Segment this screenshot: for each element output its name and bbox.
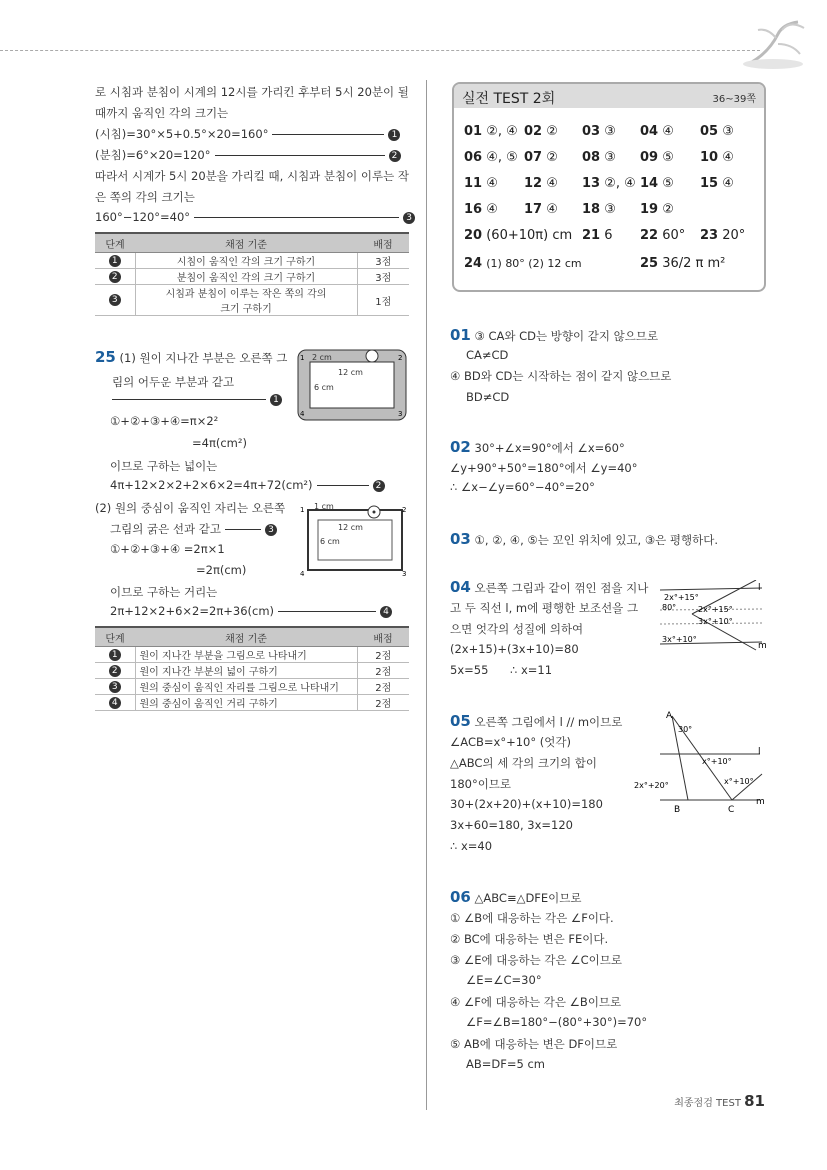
answer-value: ⑤	[662, 150, 674, 165]
q25-figure-center-path	[298, 500, 410, 580]
answer-number: 25	[640, 256, 659, 271]
answer-number: 03	[582, 124, 601, 139]
step-mark: 4	[109, 697, 121, 709]
leader	[278, 611, 376, 612]
sol-06-line7: ∠F=∠B=180°−(80°+30°)=70°	[466, 1015, 648, 1029]
sol-text: 30°+∠x=90°에서 ∠x=60°	[474, 441, 625, 455]
answer-value: ②	[546, 150, 558, 165]
corner-mark: 1	[300, 354, 305, 362]
sol-06-line1	[450, 888, 582, 906]
fig4-angle-e: 3x°+10°	[662, 635, 697, 644]
answer-number: 20	[464, 228, 483, 243]
answer-value: ③	[604, 150, 616, 165]
answer-number: 15	[700, 176, 719, 191]
sol-06-line3: ② BC에 대응하는 변은 FE이다.	[450, 932, 609, 946]
answer-value: 60°	[662, 228, 686, 243]
question-number: 04	[450, 578, 471, 596]
score-cell: 2점	[357, 679, 409, 695]
answer-value: ④	[486, 202, 498, 217]
sol-text: 오른쪽 그림과 같이 꺾인 점을 지나	[474, 581, 649, 595]
table-header: 단계	[95, 627, 135, 647]
q25-text: (1) 원이 지나간 부분은 오른쪽 그	[119, 351, 288, 365]
sol-text: ①, ②, ④, ⑤는 꼬인 위치에 있고, ③은 평행하다.	[474, 533, 719, 547]
sol-04-figure	[656, 580, 768, 652]
fig5-label-B: B	[674, 805, 681, 815]
answer-value: (60+10π) cm	[486, 228, 573, 243]
step-mark: 3	[403, 212, 415, 224]
answer-item	[582, 202, 616, 217]
footer-label: 최종점검 TEST	[674, 1098, 741, 1109]
scoring-table-1	[95, 232, 409, 316]
answer-item	[640, 176, 674, 191]
answer-item	[700, 124, 734, 139]
sol-02-line1	[450, 438, 625, 456]
fig5-angle-d: x°+10°	[724, 777, 754, 786]
q25-eq4	[110, 478, 385, 492]
corner-mark: 3	[398, 410, 403, 418]
answer-value: ④	[722, 176, 734, 191]
q25-eq3: 이므로 구하는 넓이는	[110, 459, 218, 473]
answer-number: 12	[524, 176, 543, 191]
answer-item	[640, 124, 674, 139]
answer-item	[640, 202, 674, 217]
answer-value: 6	[604, 228, 613, 243]
fig2-label-1cm: 1 cm	[314, 502, 334, 511]
question-number: 25	[95, 348, 116, 366]
answer-item	[524, 124, 558, 139]
answer-number: 11	[464, 176, 483, 191]
sol-06-line4: ③ ∠E에 대응하는 각은 ∠C이므로	[450, 953, 622, 967]
score-cell: 2점	[357, 663, 409, 679]
sol-04-line2: 고 두 직선 l, m에 평행한 보조선을 그	[450, 601, 639, 615]
sol-06-line8: ⑤ AB에 대응하는 변은 DF이므로	[450, 1037, 618, 1051]
table-row	[95, 663, 409, 679]
sol-01-line1	[450, 326, 658, 344]
scoring-table-2	[95, 626, 409, 711]
answer-item	[524, 150, 558, 165]
fig2-label-12cm: 12 cm	[338, 523, 363, 532]
sol-04-line6: ∴ x=11	[510, 663, 553, 677]
table-header: 채점 기준	[135, 627, 357, 647]
step-mark: 1	[109, 649, 121, 661]
fig5-label-C: C	[728, 805, 735, 815]
answer-value: ③	[604, 202, 616, 217]
question-number: 06	[450, 888, 471, 906]
answer-value: ④	[546, 176, 558, 191]
answer-key-pages: 36~39쪽	[712, 94, 756, 105]
sol-06-line5: ∠E=∠C=30°	[466, 973, 542, 987]
answer-key-title: 실전 TEST 2회	[462, 91, 556, 107]
sol-03-line1	[450, 530, 718, 548]
top-dashed-rule	[0, 50, 760, 51]
page-number: 81	[744, 1092, 765, 1110]
answer-number: 24	[464, 256, 483, 271]
answer-number: 07	[524, 150, 543, 165]
sol-text: ③ CA와 CD는 방향이 같지 않으므로	[474, 329, 659, 343]
answer-number: 02	[524, 124, 543, 139]
leader	[215, 155, 385, 156]
step-mark: 1	[109, 255, 121, 267]
criteria-cell: 시침과 분침이 이루는 작은 쪽의 각의 크기 구하기	[135, 285, 357, 316]
criteria-cell: 원이 지나간 부분의 넓이 구하기	[135, 663, 357, 679]
answer-item	[464, 150, 518, 165]
fig4-angle-c: 2x°+15°	[698, 605, 733, 614]
score-cell: 1점	[357, 285, 409, 316]
fig1-label-6cm: 6 cm	[314, 383, 334, 392]
leader	[112, 399, 266, 400]
q25-leader-1	[112, 392, 282, 406]
corner-mark: 4	[300, 410, 305, 418]
answer-value: 36/2 π m²	[662, 256, 726, 271]
answer-number: 23	[700, 228, 719, 243]
step-mark: 2	[109, 665, 121, 677]
answer-item	[582, 176, 636, 191]
sol-04-line1	[450, 578, 648, 596]
answer-item	[582, 124, 616, 139]
q25-eq1: ①+②+③+④=π×2²	[110, 414, 219, 428]
step-mark: 3	[109, 294, 121, 306]
score-cell: 3점	[357, 269, 409, 285]
sol-01-line3: ④ BD와 CD는 시작하는 점이 같지 않으므로	[450, 369, 672, 383]
answer-number: 18	[582, 202, 601, 217]
intro-line-3: 따라서 시계가 5시 20분을 가리킬 때, 시침과 분침이 이루는 작	[95, 169, 410, 183]
fig1-label-12cm: 12 cm	[338, 368, 363, 377]
answer-value: ④	[662, 124, 674, 139]
answer-number: 21	[582, 228, 601, 243]
fig5-angle-a: 30°	[678, 725, 693, 734]
answer-item	[582, 228, 613, 243]
fig5-angle-b: x°+10°	[702, 757, 732, 766]
answer-number: 06	[464, 150, 483, 165]
fig4-angle-a: 2x°+15°	[664, 593, 699, 602]
question-number: 01	[450, 326, 471, 344]
sol-05-line3: △ABC의 세 각의 크기의 합이	[450, 756, 598, 770]
angle-equation	[95, 210, 415, 224]
answer-item	[700, 176, 734, 191]
minute-eq-text: (분침)=6°×20=120°	[95, 148, 211, 162]
score-cell: 3점	[357, 253, 409, 269]
sol-06-line6: ④ ∠F에 대응하는 각은 ∠B이므로	[450, 995, 622, 1009]
answer-value: ③	[604, 124, 616, 139]
answer-item	[524, 202, 558, 217]
leader	[194, 217, 399, 218]
answer-value: ④	[722, 150, 734, 165]
answer-key-header	[454, 84, 764, 108]
fig4-label-m: m	[758, 641, 767, 651]
q25-text: 그림의 굵은 선과 같고	[110, 522, 221, 536]
q25-figure-shaded-path	[294, 346, 410, 424]
answer-number: 04	[640, 124, 659, 139]
answer-value: ⑤	[662, 176, 674, 191]
score-cell: 2점	[357, 695, 409, 711]
fig5-label-m: m	[756, 797, 765, 807]
answer-value: ④	[486, 176, 498, 191]
answer-item	[464, 228, 572, 243]
sol-04-line5: 5x=55	[450, 663, 489, 677]
q25-eq8	[110, 604, 392, 618]
sol-05-line4: 180°이므로	[450, 777, 512, 791]
answer-number: 08	[582, 150, 601, 165]
step-mark: 2	[109, 271, 121, 283]
leader	[225, 529, 261, 530]
step-mark: 2	[373, 480, 385, 492]
sol-04-line4: (2x+15)+(3x+10)=80	[450, 642, 579, 656]
minute-equation	[95, 147, 415, 163]
step-mark: 4	[380, 606, 392, 618]
corner-mark: 4	[300, 570, 305, 578]
step-mark: 1	[270, 394, 282, 406]
answer-value: ④	[546, 202, 558, 217]
leader	[317, 485, 369, 486]
fig4-angle-d: 3x°+10°	[698, 617, 733, 626]
answer-item	[700, 228, 745, 243]
q25-eq2: =4π(cm²)	[192, 436, 247, 450]
table-row	[95, 679, 409, 695]
intro-line-4: 은 쪽의 각의 크기는	[95, 190, 195, 204]
table-header: 배점	[357, 627, 409, 647]
page-footer	[674, 1092, 765, 1110]
hour-eq-text: (시침)=30°×5+0.5°×20=160°	[95, 127, 269, 141]
corner-mark: 2	[402, 506, 407, 514]
sol-text: △ABC≡△DFE이므로	[474, 891, 582, 905]
answer-item	[640, 256, 725, 271]
answer-key-box	[452, 82, 766, 292]
question-number: 03	[450, 530, 471, 548]
fig5-angle-c: 2x°+20°	[634, 781, 669, 790]
answer-value: ②, ④	[486, 124, 518, 139]
answer-number: 14	[640, 176, 659, 191]
fig5-label-A: A	[666, 711, 673, 721]
sol-02-line3: ∴ ∠x−∠y=60°−40°=20°	[450, 480, 595, 494]
sol-05-line2: ∠ACB=x°+10° (엇각)	[450, 735, 571, 749]
criteria-cell: 분침이 움직인 각의 크기 구하기	[135, 269, 357, 285]
q25-eq7: 이므로 구하는 거리는	[110, 585, 218, 599]
intro-line-2: 때까지 움직인 각의 크기는	[95, 106, 229, 120]
answer-number: 22	[640, 228, 659, 243]
answer-number: 01	[464, 124, 483, 139]
corner-mark: 2	[398, 354, 403, 362]
sol-01-line2: CA≠CD	[466, 348, 509, 362]
answer-item	[464, 256, 582, 271]
q25-part2-line2	[110, 521, 277, 537]
answer-value: ②, ④	[604, 176, 636, 191]
answer-item	[640, 150, 674, 165]
criteria-cell: 시침이 움직인 각의 크기 구하기	[135, 253, 357, 269]
sol-05-line1	[450, 712, 622, 730]
criteria-cell: 원의 중심이 움직인 자리를 그림으로 나타내기	[135, 679, 357, 695]
hour-equation	[95, 126, 415, 142]
criteria-cell: 원이 지나간 부분을 그림으로 나타내기	[135, 647, 357, 663]
answer-item	[524, 176, 558, 191]
table-header: 채점 기준	[135, 233, 357, 253]
table-row	[95, 285, 409, 316]
answer-value: 20°	[722, 228, 746, 243]
sol-06-line2: ① ∠B에 대응하는 각은 ∠F이다.	[450, 911, 614, 925]
answer-number: 13	[582, 176, 601, 191]
answer-number: 17	[524, 202, 543, 217]
table-row	[95, 695, 409, 711]
answer-number: 05	[700, 124, 719, 139]
answer-item	[640, 228, 685, 243]
q25-part2-line1: (2) 원의 중심이 움직인 자리는 오른쪽	[95, 501, 286, 515]
sol-05-line5: 30+(2x+20)+(x+10)=180	[450, 797, 603, 811]
sol-05-figure	[632, 708, 768, 818]
table-row	[95, 253, 409, 269]
answer-item	[464, 202, 498, 217]
step-mark: 2	[389, 150, 401, 162]
sol-01-line4: BD≠CD	[466, 390, 510, 404]
answer-item	[464, 176, 498, 191]
sol-05-line7: ∴ x=40	[450, 839, 493, 853]
fig2-label-6cm: 6 cm	[320, 537, 340, 546]
answer-number: 10	[700, 150, 719, 165]
answer-value: ②	[546, 124, 558, 139]
answer-item	[582, 150, 616, 165]
sol-05-line6: 3x+60=180, 3x=120	[450, 818, 573, 832]
answer-number: 19	[640, 202, 659, 217]
q25-eq5: ①+②+③+④ =2π×1	[110, 542, 225, 556]
answer-value: (1) 80° (2) 12 cm	[486, 257, 582, 270]
column-divider	[426, 80, 427, 1110]
tree-logo-icon	[738, 14, 808, 70]
fig4-angle-b: 80°	[662, 603, 677, 612]
fig4-label-l: l	[758, 583, 761, 593]
q25-eq4-text: 4π+12×2×2+2×6×2=4π+72(cm²)	[110, 478, 313, 492]
sol-06-line9: AB=DF=5 cm	[466, 1057, 545, 1071]
sol-02-line2: ∠y+90°+50°=180°에서 ∠y=40°	[450, 461, 638, 475]
fig5-label-l: l	[758, 747, 761, 757]
score-cell: 2점	[357, 647, 409, 663]
leader	[272, 134, 384, 135]
step-mark: 3	[265, 524, 277, 536]
angle-eq-text: 160°−120°=40°	[95, 210, 191, 224]
answer-number: 16	[464, 202, 483, 217]
sol-04-line3: 으면 엇각의 성질에 의하여	[450, 622, 584, 636]
q25-part1-line2: 림의 어두운 부분과 같고	[112, 375, 235, 389]
step-mark: 1	[388, 129, 400, 141]
criteria-cell: 원의 중심이 움직인 거리 구하기	[135, 695, 357, 711]
q25-eq8-text: 2π+12×2+6×2=2π+36(cm)	[110, 604, 275, 618]
sol-text: 오른쪽 그림에서 l // m이므로	[474, 715, 623, 729]
table-row	[95, 647, 409, 663]
answer-number: 09	[640, 150, 659, 165]
q25-eq6: =2π(cm)	[196, 563, 247, 577]
answer-item	[464, 124, 518, 139]
fig1-label-2cm: 2 cm	[312, 353, 332, 362]
table-header: 단계	[95, 233, 135, 253]
answer-value: ③	[722, 124, 734, 139]
question-number: 02	[450, 438, 471, 456]
answer-value: ④, ⑤	[486, 150, 518, 165]
answer-item	[700, 150, 734, 165]
corner-mark: 3	[402, 570, 407, 578]
intro-line-1: 로 시침과 분침이 시계의 12시를 가리킨 후부터 5시 20분이 될	[95, 85, 409, 99]
answer-value: ②	[662, 202, 674, 217]
step-mark: 3	[109, 681, 121, 693]
question-number: 05	[450, 712, 471, 730]
table-header: 배점	[357, 233, 409, 253]
q25-part1-line1	[95, 348, 287, 366]
corner-mark: 1	[300, 506, 305, 514]
table-row	[95, 269, 409, 285]
